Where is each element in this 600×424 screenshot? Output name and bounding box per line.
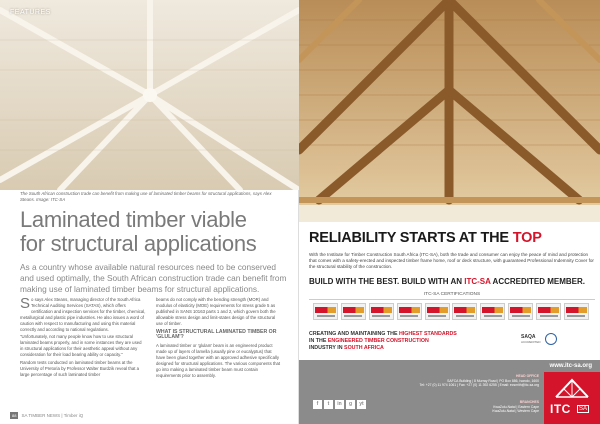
mission-text: INDUSTRY IN xyxy=(309,345,345,351)
paragraph: beams do not comply with the bending strength (MOR) and modulus of elasticity (MOE) requirements for stress grade 5 as published in SANS 10163 parts 1 and 2, which govern both the allowable stress design and limit-states design of the structural use of timber. xyxy=(156,297,276,326)
branches-label: BRANCHES xyxy=(519,400,539,404)
article-body xyxy=(20,297,282,381)
ad-headline xyxy=(309,230,593,246)
badge-emblem-icon xyxy=(427,307,448,313)
roof-interior-photo xyxy=(0,0,299,190)
certification-badge xyxy=(369,303,394,320)
photo-illustration xyxy=(0,0,299,190)
mission-accent: ENGINEERED TIMBER CONSTRUCTION xyxy=(327,338,429,344)
logo-sa: SA xyxy=(579,406,588,412)
linkedin-icon[interactable]: in xyxy=(335,400,344,409)
ad-headline-text: RELIABILITY STARTS AT THE xyxy=(309,230,513,246)
badge-label-stripe xyxy=(400,315,418,317)
head-office-phone: Tel: +27 (0) 11 974 1061 | Fax: +27 (0) 11 392 6255 | Email: ecsmith@itc-sa.org xyxy=(419,383,539,388)
publication-name: SA TIMBER NEWS | Timber iQ xyxy=(21,413,84,418)
certification-badge xyxy=(425,303,450,320)
ad-mission-statement xyxy=(309,331,509,352)
certification-badge xyxy=(480,303,505,320)
itc-sa-logo xyxy=(544,372,600,424)
certification-badges xyxy=(313,303,589,320)
article-subhead: WHAT IS STRUCTURAL LAMINATED TIMBER OR 'GLULAM'? xyxy=(156,328,277,341)
article-column-1 xyxy=(20,297,146,381)
advert-page xyxy=(299,0,600,424)
head-office-label: HEAD OFFICE xyxy=(516,374,539,378)
page-footer xyxy=(10,412,83,419)
certification-badge xyxy=(536,303,561,320)
badge-emblem-icon xyxy=(566,307,587,313)
badge-emblem-icon xyxy=(510,307,531,313)
section-tag: FEATURES xyxy=(10,9,51,16)
head-office-contact xyxy=(349,374,539,388)
badge-label-stripe xyxy=(428,315,446,317)
certification-badge xyxy=(564,303,589,320)
badge-label-stripe xyxy=(512,315,530,317)
badge-emblem-icon xyxy=(371,307,392,313)
article-intro: As a country whose available natural resources need to be conserved and used optimally, the South African construction trade can benefit from making use of laminated timber beams for structural applications. xyxy=(20,262,287,294)
badge-emblem-icon xyxy=(454,307,475,313)
roof-truss-icon xyxy=(554,377,590,399)
sabs-seal-icon xyxy=(545,333,557,345)
head-office-address: SAFCA Building | 8 Murray Road | PO Box 886, Isando, 1600 xyxy=(447,378,539,383)
branches xyxy=(349,400,539,414)
saqa-subtext: ACCREDITED xyxy=(521,340,541,344)
headline-line-2: for structural applications xyxy=(20,231,257,256)
paragraph: o says Alex Steans, managing director of the South Africa Technical Auditing Services (SATAS), which offers certification and inspection services for the timber, chemical, metallurgical and plastic pipe industries. He also issues a word of caution with respect to manufacturing and using this material correctly and according to national regulations. xyxy=(20,297,146,332)
badge-emblem-icon xyxy=(399,307,420,313)
ad-footer xyxy=(299,360,600,424)
mission-text: CREATING AND MAINTAINING THE xyxy=(309,331,399,337)
photo-caption: The South African construction trade can benefit from making use of laminated timber beams for structural applications, says Alex Steans. Image: ITC-SA xyxy=(20,191,272,202)
ad-tagline xyxy=(309,277,595,286)
paragraph: A laminated timber or 'glulam' beam is an engineered product made up of layers of lamella (usually pine or eucalyptus) that have been glued together with an approved adhesive specifically designed for structural applications. The various components that go into making a laminated timber beam must contain requirements prior to assembly. xyxy=(156,343,281,378)
mission-accent: HIGHEST STANDARDS xyxy=(398,331,457,337)
badge-label-stripe xyxy=(567,315,585,317)
ad-headline-accent: TOP xyxy=(512,230,542,246)
certification-badge xyxy=(452,303,477,320)
logo-text: ITC xyxy=(550,402,571,416)
badge-label-stripe xyxy=(484,315,502,317)
badge-emblem-icon xyxy=(343,307,364,313)
paragraph: "Unfortunately, not many people know how to use structural laminated beams properly, and in some instances they are used in structural applications for their aesthetic appeal without any consideration for their load bearing ability or capacity." xyxy=(20,334,142,358)
tagline-accent: ITC-SA xyxy=(464,277,491,286)
photo-illustration xyxy=(299,0,600,222)
facebook-icon[interactable]: f xyxy=(313,400,322,409)
website-link[interactable]: www.itc-sa.org xyxy=(549,363,592,369)
accreditation-logos xyxy=(521,333,557,345)
ad-body: With the Institute for Timber Construction South Africa (ITC-SA), both the trade and consumer can enjoy the peace of mind and protection that comes with a safety-erected and inspected timber frame home, roof or deck structure, with guaranteed Professional Indemnity Cover for the structural stability of the construction. xyxy=(309,252,594,270)
page-number: 88 xyxy=(12,413,17,418)
badge-label-stripe xyxy=(372,315,390,317)
badge-emblem-icon xyxy=(315,307,336,313)
badge-label-stripe xyxy=(540,315,558,317)
saqa-logo-text: SAQA xyxy=(521,334,536,340)
paragraph: Random tests conducted on laminated timber beams at the University of Pretoria by Professor Walter Burdzik reveal that a large percentage of such laminated timber xyxy=(20,360,140,377)
mission-text: IN THE xyxy=(309,338,328,344)
badge-label-stripe xyxy=(456,315,474,317)
roof-truss-photo xyxy=(299,0,600,222)
mission-accent: SOUTH AFRICA xyxy=(344,345,384,351)
certification-badge xyxy=(508,303,533,320)
badge-emblem-icon xyxy=(482,307,503,313)
certifications-title: ITC-SA CERTIFICATIONS xyxy=(309,292,595,300)
drop-cap: S xyxy=(20,295,31,312)
article-column-2 xyxy=(156,297,282,381)
headline-line-1: Laminated timber viable xyxy=(20,207,247,232)
certification-badge xyxy=(341,303,366,320)
badge-label-stripe xyxy=(344,315,362,317)
badge-label-stripe xyxy=(317,315,335,317)
tagline-text: BUILD WITH THE BEST. BUILD WITH AN xyxy=(309,277,465,286)
branches-line-1: KwaZulu-Natal | Eastern Cape xyxy=(493,404,539,409)
badge-emblem-icon xyxy=(538,307,559,313)
certification-badge xyxy=(397,303,422,320)
branches-line-2: KwaZulu-Natal | Western Cape xyxy=(492,409,539,414)
article-headline xyxy=(20,208,290,256)
certification-badge xyxy=(313,303,338,320)
twitter-icon[interactable]: t xyxy=(324,400,333,409)
article-page xyxy=(0,0,299,424)
tagline-text-end: ACCREDITED MEMBER. xyxy=(490,277,585,286)
google-icon[interactable]: g xyxy=(346,400,355,409)
youtube-icon[interactable]: yt xyxy=(357,400,366,409)
